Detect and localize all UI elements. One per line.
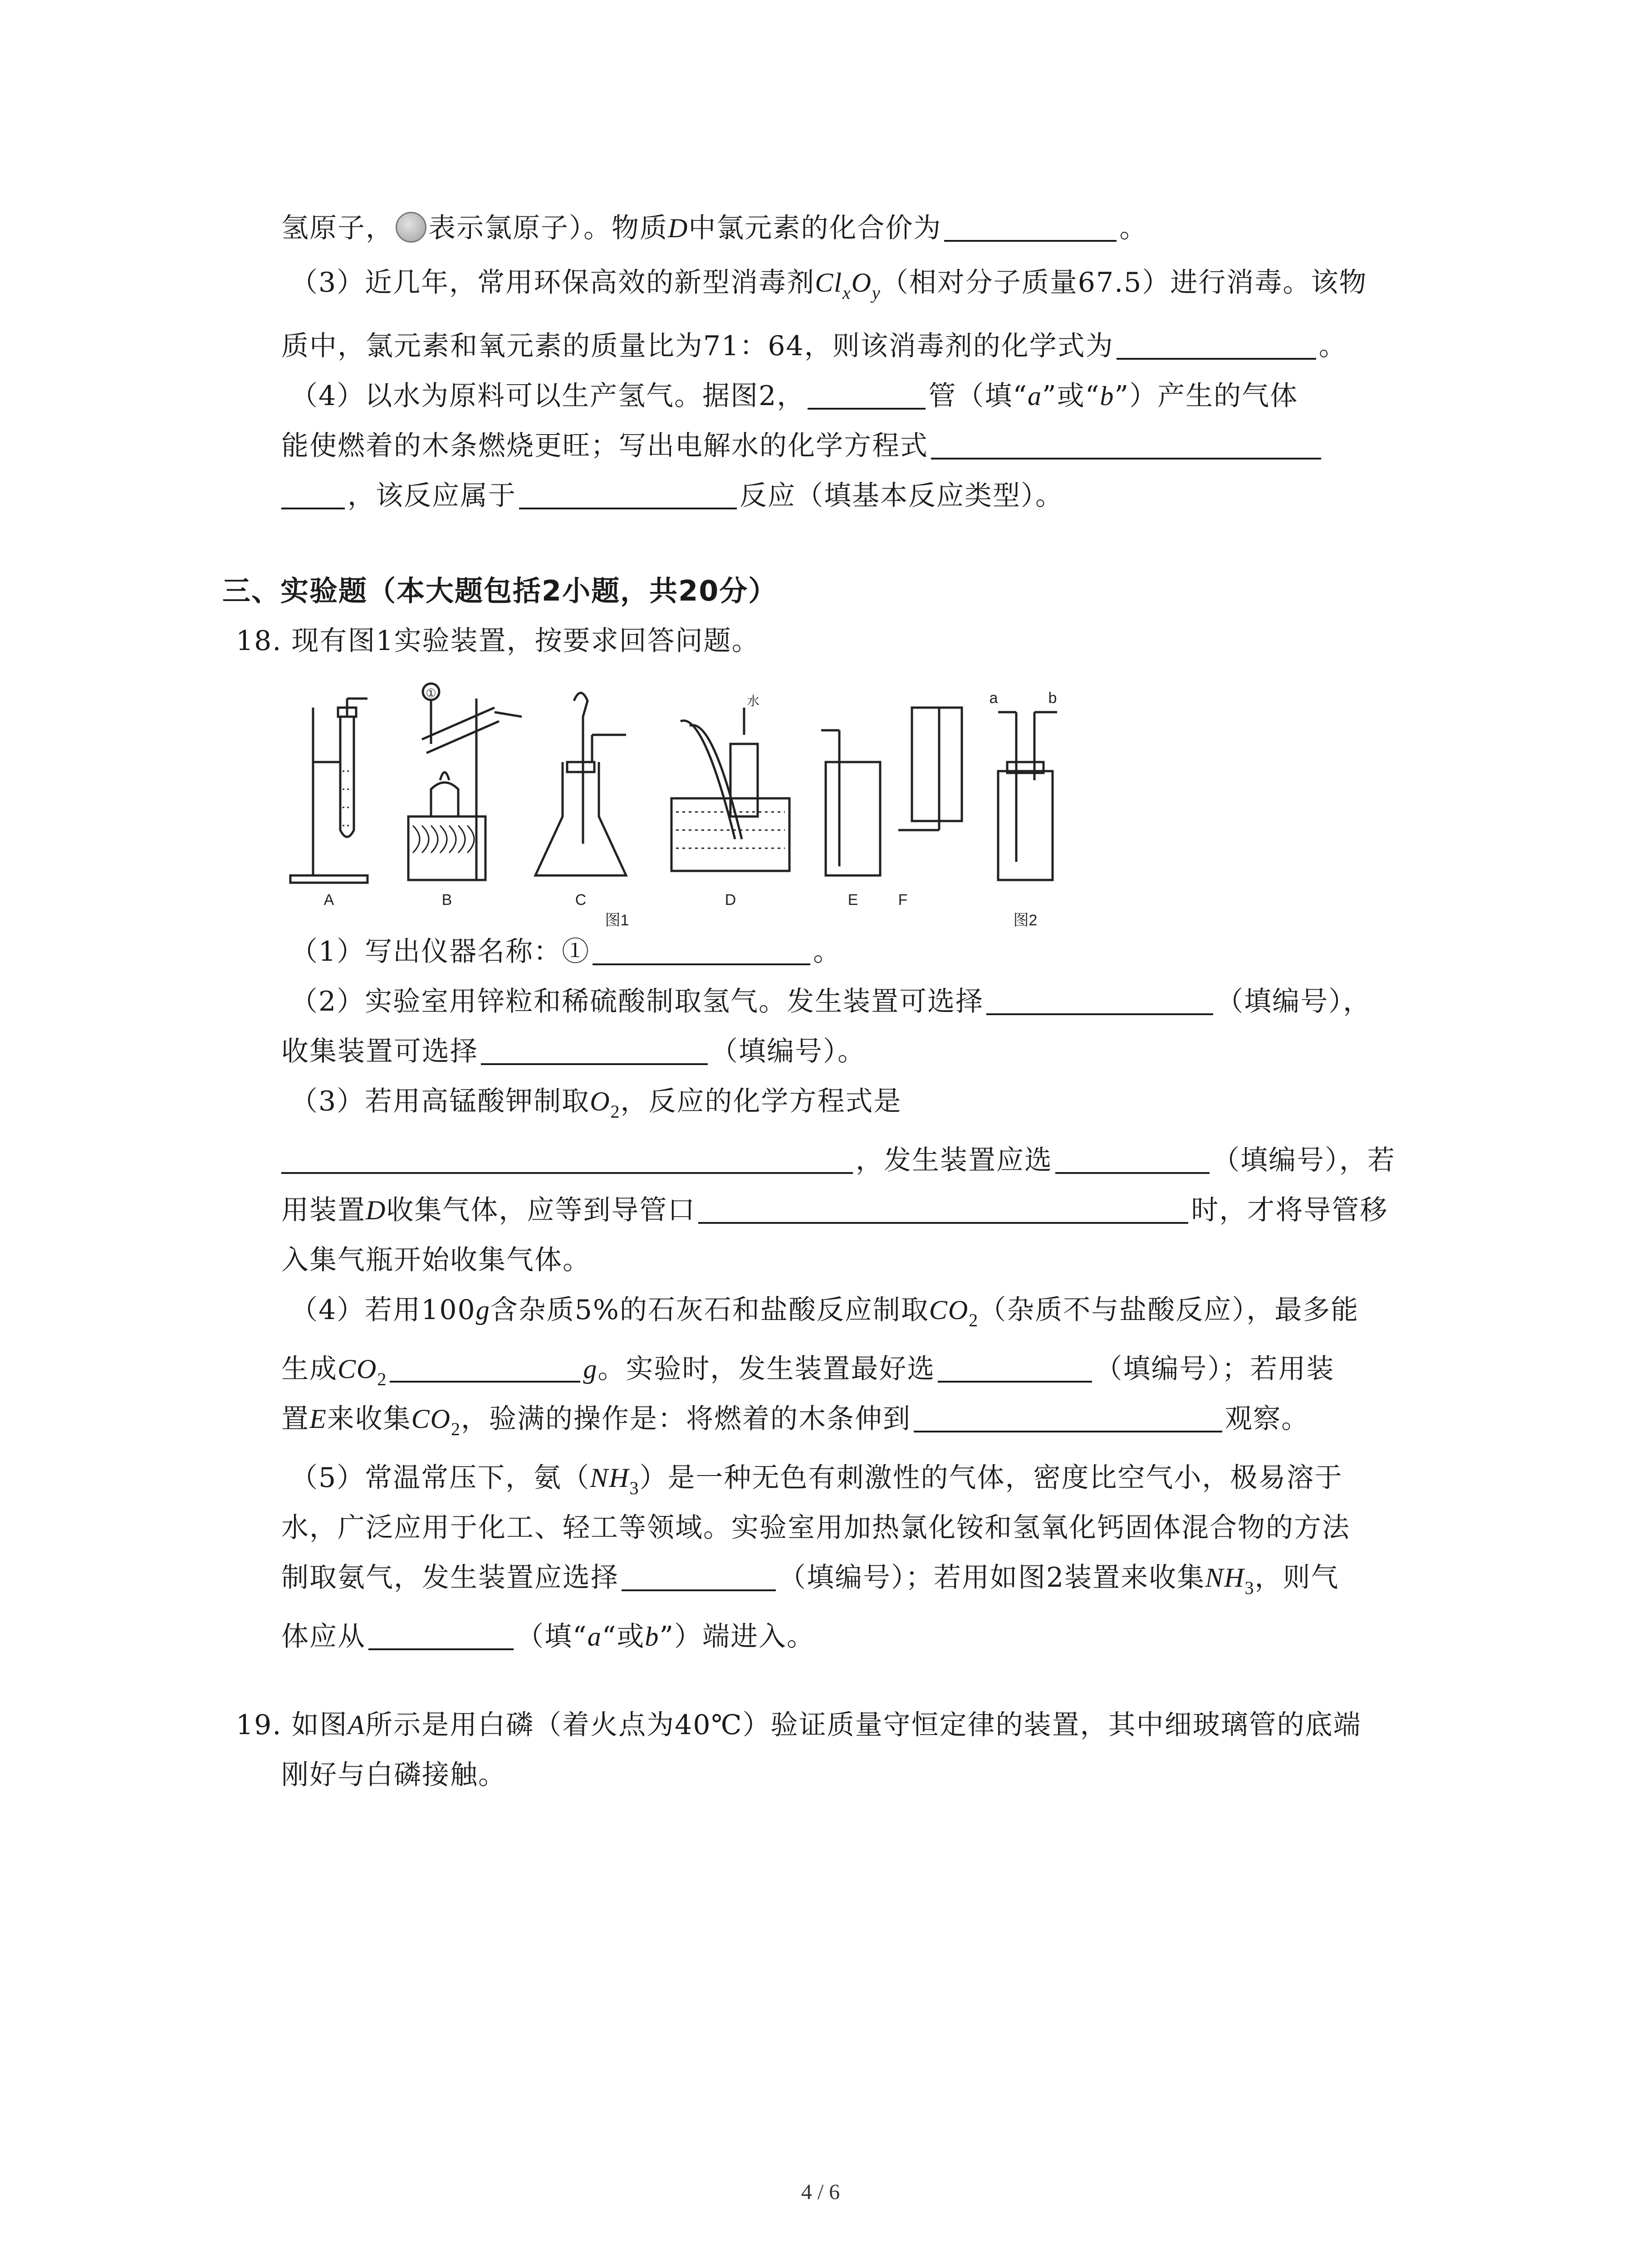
- text: CO: [338, 1354, 377, 1384]
- q18-part3-line-4: 入集气瓶开始收集气体。: [281, 1244, 591, 1276]
- text: ，该反应属于: [348, 480, 516, 512]
- text: 质中，氯元素和氧元素的质量比为71：64，则该消毒剂的化学式为: [281, 330, 1114, 362]
- answer-blank[interactable]: [914, 1403, 1222, 1432]
- figure-label: A: [323, 891, 334, 909]
- q18-part1: [290, 930, 841, 973]
- text: 19. 如图: [236, 1709, 348, 1741]
- port-a-label: a: [989, 689, 998, 707]
- text: g: [475, 1295, 490, 1325]
- figure-label: C: [575, 891, 587, 909]
- answer-blank[interactable]: [938, 1354, 1092, 1383]
- text: CO: [929, 1295, 969, 1325]
- text: D: [366, 1195, 387, 1225]
- figure-label: E: [847, 891, 858, 909]
- text: 2: [610, 1101, 621, 1122]
- q17-part3-line-2: [281, 324, 1347, 368]
- text: ，则气: [1254, 1562, 1339, 1593]
- answer-blank[interactable]: [519, 480, 737, 509]
- text: 收集装置可选择: [281, 1036, 478, 1067]
- q18-part3-line-3: [281, 1188, 1388, 1232]
- apparatus-e-gas-bottle: [821, 730, 880, 875]
- text: 。: [813, 936, 842, 968]
- text: ，发生装置应选: [856, 1144, 1053, 1176]
- q18-part2-line-1: [290, 980, 1371, 1023]
- section-heading: 三、实验题（本大题包括2小题，共20分）: [222, 574, 778, 607]
- answer-blank[interactable]: [1117, 331, 1316, 360]
- text: 收集气体，应等到导管口: [386, 1194, 696, 1226]
- text: A: [348, 1710, 366, 1740]
- text: （1）写出仪器名称：①: [290, 936, 590, 968]
- text: （填编号）。: [710, 1036, 866, 1067]
- q17-line-1: [281, 206, 1147, 250]
- text: 时，才将导管移: [1191, 1194, 1388, 1226]
- text: ，验满的操作是：将燃着的木条伸到: [461, 1403, 911, 1435]
- text: 2: [451, 1419, 461, 1439]
- q18-part5-line-4: [281, 1615, 815, 1658]
- text: 氢原子，: [281, 212, 394, 244]
- q17-part4-line-2: [281, 424, 1324, 468]
- text: b: [1100, 381, 1115, 411]
- text: 3: [1244, 1578, 1255, 1598]
- text: （3）近几年，常用环保高效的新型消毒剂: [290, 267, 815, 298]
- figure-label: B: [441, 891, 452, 909]
- text: （4）若用100: [290, 1294, 476, 1326]
- q18-part2-line-2: [281, 1030, 866, 1073]
- text: 置: [281, 1403, 309, 1435]
- text: g: [583, 1354, 598, 1384]
- q18-part4-line-2: [281, 1347, 1334, 1394]
- text: 。实验时，发生装置最好选: [598, 1353, 936, 1385]
- text: CO: [411, 1404, 451, 1434]
- q18-part5-line-3: [281, 1556, 1339, 1603]
- q19-line-1: [236, 1703, 1362, 1747]
- text: a: [587, 1622, 602, 1652]
- text: 体应从: [281, 1621, 366, 1652]
- text: （填编号）；若用如图2装置来收集: [779, 1562, 1205, 1593]
- text: 含杂质5%的石灰石和盐酸反应制取: [490, 1294, 929, 1326]
- answer-blank[interactable]: [481, 1036, 708, 1065]
- q17-part3-line-1: [290, 261, 1367, 308]
- q18-part3-line-1: [290, 1080, 902, 1126]
- text: 反应（填基本反应类型）。: [740, 480, 1063, 512]
- figure-2-bottle: [998, 712, 1057, 880]
- answer-blank[interactable]: [593, 936, 810, 965]
- text: Cl: [815, 268, 843, 298]
- q18-apparatus-figure: [281, 680, 1098, 930]
- text: NH: [590, 1463, 630, 1493]
- answer-blank[interactable]: [368, 1621, 514, 1650]
- text: 来收集: [327, 1403, 411, 1435]
- text: 2: [969, 1310, 979, 1330]
- text: 生成: [281, 1353, 338, 1385]
- answer-blank[interactable]: [944, 213, 1117, 242]
- text: （填编号）；若用装: [1095, 1353, 1335, 1385]
- answer-blank[interactable]: [281, 480, 345, 509]
- text: （杂质不与盐酸反应），最多能: [979, 1294, 1359, 1326]
- text: ”或“: [1042, 380, 1100, 412]
- text: 所示是用白磷（着火点为40℃）验证质量守恒定律的装置，其中细玻璃管的底端: [365, 1709, 1362, 1741]
- text: （相对分子质量67.5）进行消毒。该物: [881, 267, 1367, 298]
- q18-part5-line-1: [290, 1456, 1343, 1503]
- text: ）是一种无色有刺激性的气体，密度比空气小，极易溶于: [639, 1462, 1343, 1494]
- apparatus-c-flask: [535, 693, 626, 876]
- text: （5）常温常压下，氨（: [290, 1462, 590, 1494]
- text: x: [842, 283, 852, 303]
- text: 中氯元素的化合价为: [688, 212, 942, 244]
- text: （填编号），若: [1212, 1144, 1396, 1176]
- figure-2-caption: 图2: [1013, 912, 1038, 929]
- text: 管（填“: [928, 380, 1028, 412]
- apparatus-d-water-trough: [671, 708, 789, 871]
- answer-blank[interactable]: [808, 381, 926, 410]
- page-number: 4 / 6: [801, 2180, 840, 2204]
- text: （4）以水为原料可以生产氢气。据图2，: [290, 380, 805, 412]
- text: 用装置: [281, 1194, 366, 1226]
- q18-part5-line-2: 水，广泛应用于化工、轻工等领域。实验室用加热氯化铵和氢氧化钙固体混合物的方法: [281, 1512, 1350, 1544]
- text: NH: [1205, 1563, 1245, 1593]
- text: 制取氨气，发生装置应选择: [281, 1562, 619, 1593]
- text: 。: [1318, 330, 1347, 362]
- q17-part4-line-3: [281, 474, 1063, 518]
- q18-part4-line-3: [281, 1397, 1309, 1444]
- text: 能使燃着的木条燃烧更旺；写出电解水的化学方程式: [281, 430, 928, 462]
- text: D: [668, 213, 689, 243]
- text: E: [309, 1404, 327, 1434]
- text: （填“: [516, 1621, 588, 1652]
- q19-line-2: 刚好与白磷接触。: [281, 1759, 506, 1791]
- text: O: [851, 268, 872, 298]
- apparatus-a-test-tube-stand: [290, 699, 367, 883]
- figure-label: D: [725, 891, 736, 909]
- text: b: [645, 1622, 660, 1652]
- q17-part4-line-1: [290, 374, 1298, 418]
- text: 观察。: [1225, 1403, 1310, 1435]
- text: ”）端进入。: [659, 1621, 815, 1652]
- text: （3）若用高锰酸钾制取: [290, 1085, 590, 1117]
- figure-1-caption: 图1: [605, 912, 629, 929]
- text: ”）产生的气体: [1114, 380, 1298, 412]
- answer-blank[interactable]: [390, 1354, 580, 1383]
- text: （填编号），: [1216, 986, 1372, 1017]
- figure-label: F: [898, 891, 908, 909]
- q18-part3-line-2: [281, 1139, 1396, 1182]
- text: 表示氯原子）。物质: [428, 212, 668, 244]
- text: （2）实验室用锌粒和稀硫酸制取氢气。发生装置可选择: [290, 986, 984, 1017]
- answer-blank[interactable]: [698, 1195, 1188, 1224]
- text: O: [590, 1086, 611, 1116]
- text: 。: [1119, 212, 1148, 244]
- answer-blank[interactable]: [622, 1562, 776, 1591]
- water-label: 水: [746, 694, 760, 708]
- answer-blank[interactable]: [986, 986, 1213, 1015]
- answer-blank[interactable]: [281, 1145, 853, 1174]
- answer-blank[interactable]: [931, 430, 1321, 459]
- marker-1: ①: [426, 686, 436, 700]
- q18-stem: 18. 现有图1实验装置，按要求回答问题。: [236, 625, 760, 657]
- chlorine-atom-icon: [396, 212, 426, 243]
- q18-part4-line-1: [290, 1288, 1359, 1335]
- text: ，反应的化学方程式是: [620, 1085, 902, 1117]
- apparatus-b-heating: [408, 684, 522, 880]
- text: 3: [629, 1478, 640, 1498]
- text: “或: [602, 1621, 645, 1652]
- text: a: [1028, 381, 1043, 411]
- text: 2: [377, 1369, 387, 1389]
- answer-blank[interactable]: [1055, 1145, 1210, 1174]
- port-b-label: b: [1048, 689, 1057, 707]
- text: y: [872, 283, 881, 303]
- apparatus-f-inverted-bottle: [898, 708, 962, 830]
